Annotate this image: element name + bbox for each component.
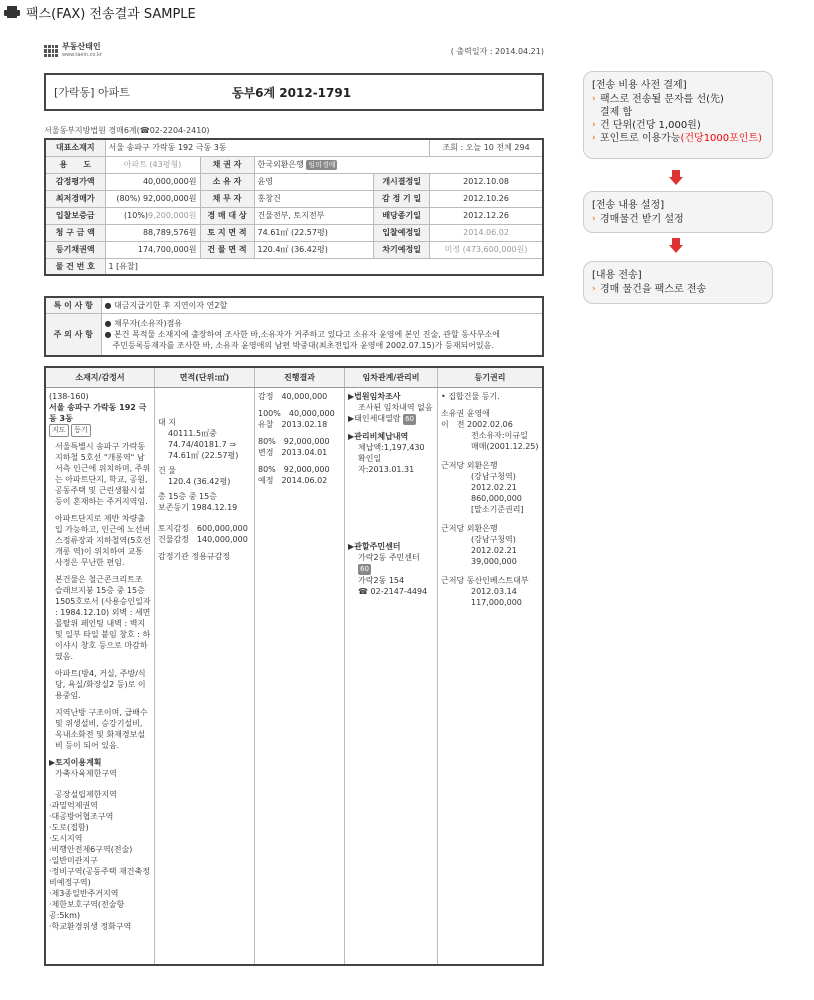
court-line: 서울동부지방법원 경매6계(☎02-2204-2410) bbox=[44, 126, 210, 135]
step-prepay-title: [전송 비용 사전 결제] bbox=[592, 80, 687, 91]
deposit-label: 입찰보증금 bbox=[45, 207, 105, 224]
tenant-count-tag: 60 bbox=[405, 415, 414, 423]
claim-label: 청 구 금 액 bbox=[45, 224, 105, 241]
creditor-value: 한국외환은행 임의경매 bbox=[254, 156, 543, 173]
bldg-label: 건 물 면 적 bbox=[200, 241, 254, 258]
auction-type-tag: 임의경매 bbox=[308, 161, 336, 169]
use-label: 용 도 bbox=[45, 156, 105, 173]
step-prepay-item: › 팩스로 전송될 문자를 선(先) 결제 함 bbox=[592, 93, 764, 119]
center-tag: 60 bbox=[360, 565, 369, 573]
logo-url: www.taein.co.kr bbox=[62, 52, 102, 58]
step-prepay-item: › 건 단위(건당 1,000원) bbox=[592, 119, 764, 132]
registry-link[interactable]: 등기 bbox=[71, 424, 91, 437]
detail-col-location: (138-160) 서울 송파구 가락동 192 극동 3동 지도 등기 서울특별시 송파구 가락동 지하철 5호선 "개롱역" 남서측 인근에 위치하며, 주위는 아파트단지, 학교, 공원, 공동주택 및 근린생활시설 등이 혼재하는 주거지역임. 아파트단지로 제반 차량출입 가능하고, 인근에 노선버스정류장과 지하철역(5호선 개롱 역)이 위치하여 교통 사정은 무난한 편임. 본건물은 철근콘크리트조 슬래브지붕 15층 중 15층 1505호로서 (사용승인일자 : 1984.12.10) 외벽 : 세면몰탈위 페인팅 내벽 : 벽지 및 일부 타일 붙임 창호 : 하이샤시 창호 등으로 마감하였음. 아파트(방4, 거실, 주방/식당, 욕실/화장실2 등)로 이용중임. 지역난방 구조이며, 급배수 및 위생설비, 승강기설비, 옥내소화전 및 화재경보설비 등이 되어 있음. ▶토지이용계획 가축사육제한구역 공장설립제한지역 ·과밀억제권역 ·대공방어협조구역 ·도로(접함) ·도시지역 ·비행안전제6구역(전술) ·일반미관지구 ·정비구역(공동주택 재건축정비예정구역) ·제3종일반주거지역 ·제한보호구역(전술항공:5km) ·학교환경위생 정화구역 bbox=[46, 388, 155, 964]
next-value: 미정 (473,600,000원) bbox=[430, 241, 543, 258]
print-date: ( 출력일자 : 2014.04.21) bbox=[450, 47, 544, 56]
logo bbox=[44, 43, 102, 59]
detail-col-registry: • 집합건물 등기. 소유권 윤영애 이 전 2002.02.06 전소유자:이규일 매매(2001.12.25) 근저당 외환은행 (강남구청역) 2012.02.21 860,000,000 [말소기준권리] 근저당 외환은행 (강남구청역) 2012.02.21 39,000,000 근저당 동산인베스트대부 2012.03.14 117,000,000 bbox=[441, 392, 539, 607]
step-setting-box bbox=[583, 191, 773, 233]
info-table bbox=[44, 138, 544, 276]
land-value: 74.61㎡ (22.57평) bbox=[254, 224, 374, 241]
target-label: 경 매 대 상 bbox=[200, 207, 254, 224]
start-value: 2012.10.08 bbox=[430, 173, 543, 190]
page-header bbox=[4, 3, 196, 21]
owner-value: 윤영 bbox=[254, 173, 374, 190]
caution-label: 주 의 사 항 bbox=[45, 314, 101, 356]
logo-name: 부동산태인 bbox=[62, 42, 101, 51]
min-value: (80%) 92,000,000원 bbox=[105, 190, 200, 207]
step-prepay-item: › 포인트로 이용가능(건당1000포인트) bbox=[592, 132, 764, 145]
owner-label: 소 유 자 bbox=[200, 173, 254, 190]
detail-table bbox=[44, 366, 544, 966]
views-value: 조회 : 오늘 10 전체 294 bbox=[430, 139, 543, 156]
detail-col-area: 대 지 40111.5㎡중 74.74/40181.7 ⇒ 74.61㎡ (22.57평) 건 물 120.4 (36.42평) 총 15층 중 15층 보존등기 1984.12.19 토지감정 600,000,000 건물감정 140,000,000 감정기관 정용규감정 bbox=[155, 388, 255, 964]
case-court: [가락동] 아파트 bbox=[54, 86, 130, 99]
logo-grid-icon bbox=[44, 45, 58, 57]
creditor-label: 채 권 자 bbox=[200, 156, 254, 173]
reg-label: 등기채권액 bbox=[45, 241, 105, 258]
addr-value: 서울 송파구 가락동 192 극동 3동 bbox=[105, 139, 430, 156]
step-send-box bbox=[583, 261, 773, 304]
special-label: 특 이 사 항 bbox=[45, 297, 101, 314]
step-setting-title: [전송 내용 설정] bbox=[592, 200, 665, 211]
detail-header-progress: 진행결과 bbox=[255, 368, 345, 387]
land-label: 토 지 면 적 bbox=[200, 224, 254, 241]
notes-table bbox=[44, 296, 544, 357]
case-title-box bbox=[44, 73, 544, 111]
dist-label: 배당종기일 bbox=[374, 207, 430, 224]
item-value: 1 [유찰] bbox=[105, 258, 543, 275]
step-send-title: [내용 전송] bbox=[592, 270, 642, 281]
page-title: 팩스(FAX) 전송결과 SAMPLE bbox=[26, 6, 196, 22]
target-value: 건물전부, 토지전부 bbox=[254, 207, 374, 224]
debtor-value: 홍창건 bbox=[254, 190, 374, 207]
appraisal-label: 감정평가액 bbox=[45, 173, 105, 190]
down-arrow-icon bbox=[669, 238, 683, 254]
use-value: 아파트 (43평형) bbox=[105, 156, 200, 173]
claim-value: 88,789,576원 bbox=[105, 224, 200, 241]
reg-value: 174,700,000원 bbox=[105, 241, 200, 258]
step-setting-item: › 경매물건 받기 설정 bbox=[592, 213, 764, 226]
deadline-label: 감 정 기 일 bbox=[374, 190, 430, 207]
step-prepay-box bbox=[583, 71, 773, 159]
debtor-label: 채 무 자 bbox=[200, 190, 254, 207]
detail-col-tenant: ▶법원임차조사 조사된 임차내역 없음 ▶태인세대열람 60 ▶관리비체납내역 체납액:1,197,430 확인일자:2013.01.31 ▶관할주민센터 가락2동 주민센터 60 가락2동 154 ☎ 02-2147-4494 bbox=[345, 388, 438, 964]
map-link[interactable]: 지도 bbox=[49, 424, 69, 437]
case-number: 동부6계 2012-1791 bbox=[232, 85, 352, 100]
detail-header-area: 면적(단위:㎡) bbox=[155, 368, 255, 387]
detail-header-tenant: 임차관계/관리비 bbox=[345, 368, 438, 387]
detail-col-progress: 감정 40,000,000 100% 40,000,000 유찰 2013.02.18 80% 92,000,000 변경 2013.04.01 80% 92,000,000 예정 2014.06.02 bbox=[255, 388, 345, 964]
deadline-value: 2012.10.26 bbox=[430, 190, 543, 207]
min-label: 최저경매가 bbox=[45, 190, 105, 207]
caution-value: ● 채무자(소유자)점유 ● 본건 목적물 소재지에 출장하여 조사한 바,소유자가 거주하고 있다고 소유자 윤영에 본인 진술, 관할 동사무소에 주민등록등재자를 조사한 바, 소유자 윤영애의 남편 박중대(최초전입자 윤영애 2002.07.15)가 등재되어있음. bbox=[101, 314, 543, 356]
detail-header-registry: 등기권리 bbox=[474, 373, 506, 382]
step-send-item: › 경매 물건을 팩스로 전송 bbox=[592, 283, 764, 296]
appraisal-value: 40,000,000원 bbox=[105, 173, 200, 190]
bid-label: 입찰예정일 bbox=[374, 224, 430, 241]
deposit-value: (10%)9,200,000원 bbox=[105, 207, 200, 224]
bid-value: 2014.06.02 bbox=[430, 224, 543, 241]
start-label: 개시결정일 bbox=[374, 173, 430, 190]
item-label: 물 건 번 호 bbox=[45, 258, 105, 275]
bldg-value: 120.4㎡ (36.42평) bbox=[254, 241, 374, 258]
down-arrow-icon bbox=[669, 170, 683, 186]
detail-header bbox=[46, 368, 542, 388]
special-value: ● 대금지급기한 후 지연이자 연2할 bbox=[101, 297, 543, 314]
dist-value: 2012.12.26 bbox=[430, 207, 543, 224]
next-label: 차기예정일 bbox=[374, 241, 430, 258]
addr-label: 대표소재지 bbox=[45, 139, 105, 156]
detail-header-location: 소재지/감정서 bbox=[46, 368, 155, 387]
fax-icon bbox=[4, 6, 20, 18]
